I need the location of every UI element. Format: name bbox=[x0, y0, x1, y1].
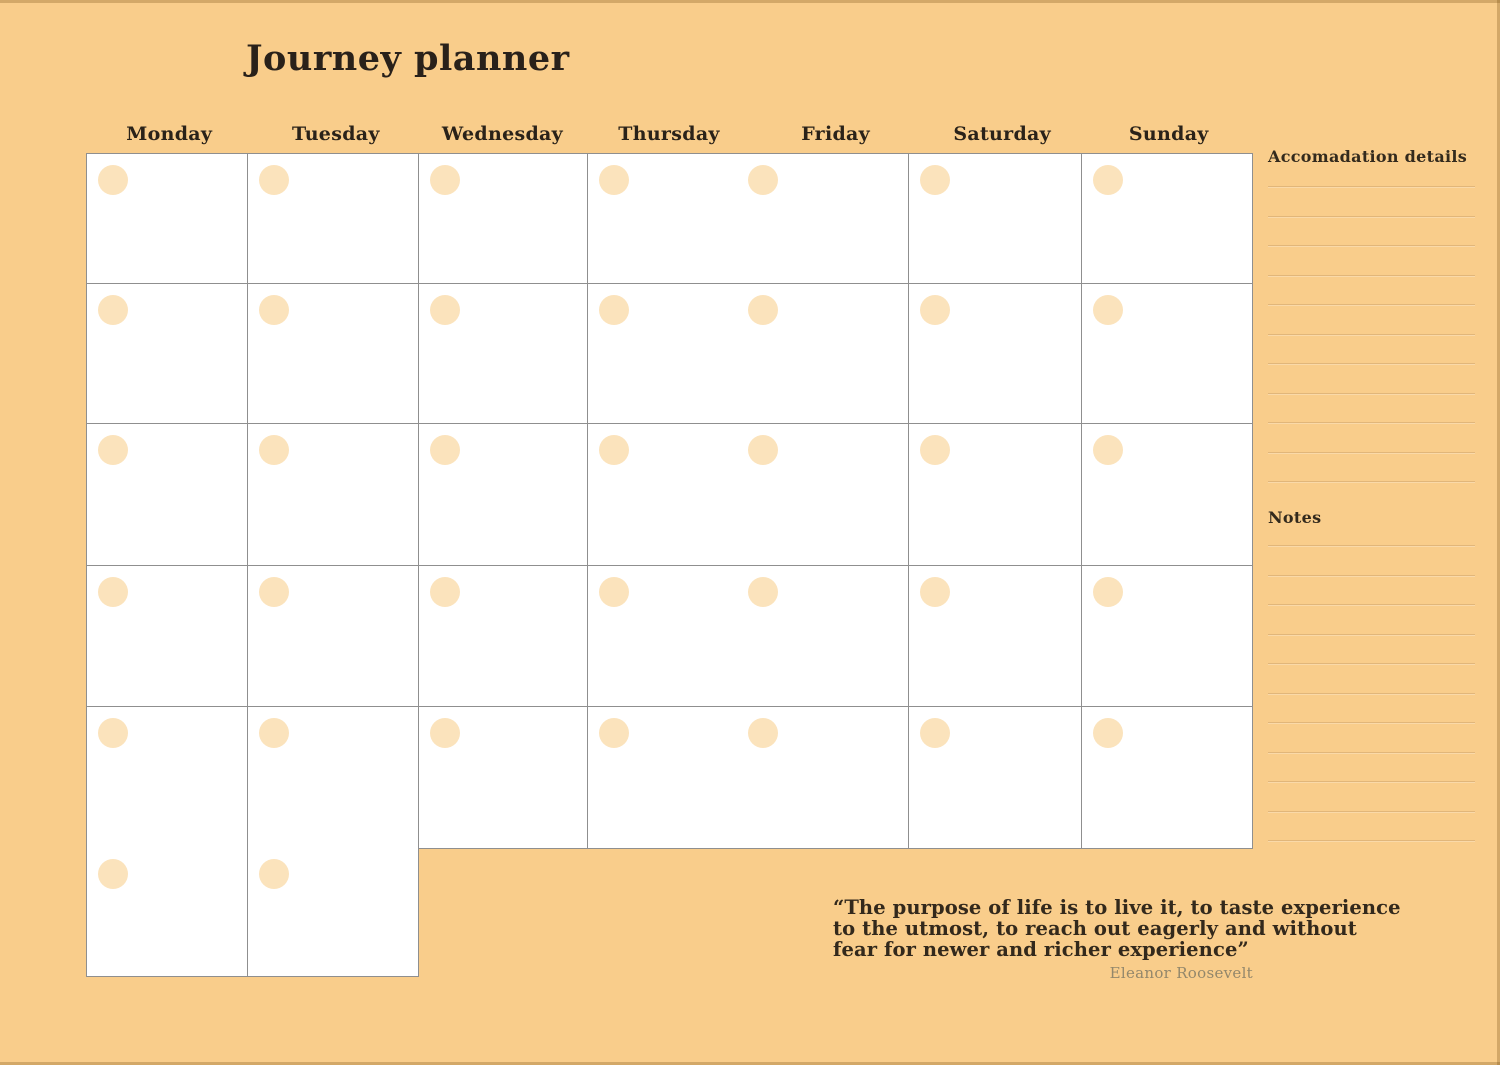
dot-marker-icon bbox=[1093, 295, 1123, 325]
dot-marker-icon bbox=[599, 435, 629, 465]
dot-marker-icon bbox=[748, 718, 778, 748]
ruled-line bbox=[1268, 422, 1475, 423]
calendar-cell-wednesday bbox=[419, 154, 588, 284]
dot-marker-icon bbox=[920, 577, 950, 607]
ruled-line bbox=[1268, 481, 1475, 482]
calendar-cell-saturday bbox=[909, 284, 1082, 424]
accommodation-ruled-lines bbox=[1268, 186, 1475, 482]
calendar-cell-wednesday bbox=[419, 707, 588, 849]
dot-marker-icon bbox=[1093, 165, 1123, 195]
dot-marker-icon bbox=[599, 718, 629, 748]
ruled-line bbox=[1268, 811, 1475, 812]
ruled-line bbox=[1268, 840, 1475, 841]
dot-marker-icon bbox=[599, 165, 629, 195]
day-header-monday: Monday bbox=[126, 123, 213, 145]
day-header-friday: Friday bbox=[801, 123, 871, 145]
calendar-grid bbox=[86, 153, 1253, 849]
calendar-cell-tuesday bbox=[248, 284, 419, 424]
notes-ruled-lines bbox=[1268, 545, 1475, 841]
ruled-line bbox=[1268, 275, 1475, 276]
quote-block bbox=[833, 896, 1401, 982]
calendar-cell-thursday-friday-merged bbox=[588, 154, 909, 284]
day-header-sunday: Sunday bbox=[1128, 123, 1209, 145]
ruled-line bbox=[1268, 752, 1475, 753]
calendar-cell-saturday bbox=[909, 566, 1082, 707]
calendar-cell-monday bbox=[87, 566, 248, 707]
calendar-cell-sunday bbox=[1082, 284, 1253, 424]
quote-line: fear for newer and richer experience” bbox=[833, 938, 1249, 961]
dot-marker-icon bbox=[430, 295, 460, 325]
ruled-line bbox=[1268, 722, 1475, 723]
calendar-cell-monday bbox=[87, 848, 248, 977]
dot-marker-icon bbox=[98, 165, 128, 195]
dot-marker-icon bbox=[98, 577, 128, 607]
ruled-line bbox=[1268, 393, 1475, 394]
dot-marker-icon bbox=[259, 859, 289, 889]
calendar-cell-thursday-friday-merged bbox=[588, 424, 909, 566]
calendar-cell-thursday-friday-merged bbox=[588, 707, 909, 849]
calendar-cell-thursday-friday-merged bbox=[588, 566, 909, 707]
day-header-saturday: Saturday bbox=[953, 123, 1052, 145]
dot-marker-icon bbox=[430, 718, 460, 748]
calendar-cell-monday bbox=[87, 284, 248, 424]
ruled-line bbox=[1268, 452, 1475, 453]
dot-marker-icon bbox=[1093, 718, 1123, 748]
notes-label: Notes bbox=[1268, 508, 1322, 527]
calendar-cell-thursday-friday-merged bbox=[588, 284, 909, 424]
dot-marker-icon bbox=[98, 859, 128, 889]
ruled-line bbox=[1268, 575, 1475, 576]
day-header-wednesday: Wednesday bbox=[441, 123, 563, 145]
quote-line: to the utmost, to reach out eagerly and without bbox=[833, 917, 1357, 940]
calendar-cell-sunday bbox=[1082, 566, 1253, 707]
calendar-cell-monday bbox=[87, 707, 248, 849]
dot-marker-icon bbox=[599, 577, 629, 607]
dot-marker-icon bbox=[1093, 435, 1123, 465]
calendar-cell-tuesday bbox=[248, 848, 419, 977]
ruled-line bbox=[1268, 245, 1475, 246]
ruled-line bbox=[1268, 545, 1475, 546]
dot-marker-icon bbox=[599, 295, 629, 325]
ruled-line bbox=[1268, 363, 1475, 364]
calendar-cell-tuesday bbox=[248, 566, 419, 707]
dot-marker-icon bbox=[748, 165, 778, 195]
dot-marker-icon bbox=[430, 435, 460, 465]
ruled-line bbox=[1268, 604, 1475, 605]
day-header-row bbox=[86, 123, 1252, 149]
calendar-cell-monday bbox=[87, 424, 248, 566]
ruled-line bbox=[1268, 781, 1475, 782]
day-header-tuesday: Tuesday bbox=[292, 123, 380, 145]
dot-marker-icon bbox=[920, 435, 950, 465]
ruled-line bbox=[1268, 634, 1475, 635]
dot-marker-icon bbox=[259, 718, 289, 748]
dot-marker-icon bbox=[430, 165, 460, 195]
page-title: Journey planner bbox=[246, 38, 570, 79]
dot-marker-icon bbox=[98, 435, 128, 465]
day-header-thursday: Thursday bbox=[618, 123, 720, 145]
page-edge-top bbox=[0, 0, 1500, 3]
dot-marker-icon bbox=[259, 295, 289, 325]
calendar-cell-wednesday bbox=[419, 424, 588, 566]
calendar-cell-saturday bbox=[909, 424, 1082, 566]
calendar-cell-wednesday bbox=[419, 566, 588, 707]
dot-marker-icon bbox=[259, 165, 289, 195]
dot-marker-icon bbox=[1093, 577, 1123, 607]
calendar-cell-saturday bbox=[909, 707, 1082, 849]
calendar-cell-wednesday bbox=[419, 284, 588, 424]
ruled-line bbox=[1268, 216, 1475, 217]
dot-marker-icon bbox=[259, 435, 289, 465]
dot-marker-icon bbox=[259, 577, 289, 607]
dot-marker-icon bbox=[748, 295, 778, 325]
calendar-cell-sunday bbox=[1082, 424, 1253, 566]
dot-marker-icon bbox=[748, 577, 778, 607]
dot-marker-icon bbox=[920, 295, 950, 325]
dot-marker-icon bbox=[920, 718, 950, 748]
dot-marker-icon bbox=[98, 295, 128, 325]
calendar-cell-sunday bbox=[1082, 707, 1253, 849]
ruled-line bbox=[1268, 663, 1475, 664]
ruled-line bbox=[1268, 334, 1475, 335]
calendar-cell-tuesday bbox=[248, 707, 419, 849]
dot-marker-icon bbox=[920, 165, 950, 195]
dot-marker-icon bbox=[430, 577, 460, 607]
calendar-grid-extra-row bbox=[86, 848, 419, 977]
dot-marker-icon bbox=[748, 435, 778, 465]
calendar-cell-monday bbox=[87, 154, 248, 284]
calendar-cell-saturday bbox=[909, 154, 1082, 284]
calendar-cell-tuesday bbox=[248, 424, 419, 566]
accommodation-details-label: Accomadation details bbox=[1268, 147, 1468, 166]
ruled-line bbox=[1268, 304, 1475, 305]
quote-line: “The purpose of life is to live it, to taste experience bbox=[833, 896, 1401, 919]
ruled-line bbox=[1268, 693, 1475, 694]
quote-attribution: Eleanor Roosevelt bbox=[1109, 964, 1253, 982]
calendar-cell-tuesday bbox=[248, 154, 419, 284]
calendar-cell-sunday bbox=[1082, 154, 1253, 284]
ruled-line bbox=[1268, 186, 1475, 187]
dot-marker-icon bbox=[98, 718, 128, 748]
